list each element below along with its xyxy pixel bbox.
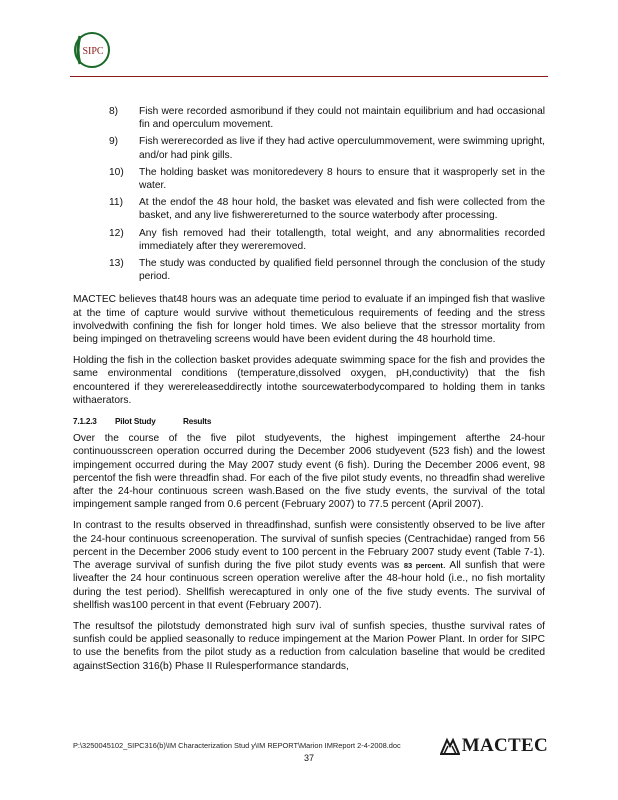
section-title: Pilot Study [115, 417, 156, 427]
section-heading [73, 415, 545, 428]
document-body [73, 105, 545, 681]
list-item: 9) Fish wererecorded as live if they had active operculummovement, were swimming upright, and/or had pink gills. [109, 136, 545, 161]
list-item: 11) At the endof the 48 hour hold, the basket was elevated and fish were collected from the basket, and any live fishwerereturned to the source waterbody after processing. [109, 197, 545, 222]
file-path: P:\3250045102_SIPC316(b)\IM Characterization Stud y\IM REPORT\Marion IMReport 2-4-2008.doc [73, 741, 401, 750]
page-number: 37 [303, 753, 314, 763]
paragraph-pilot-results: Over the course of the five pilot studyevents, the highest impingement afterthe 24-hour continuousscreen operation occurred during the December 2006 studyevent (523 fish) and the lowest impingement occurred during the May 2007 study event (6 fish). During the December 2006 event, 98 percentof the fish were threadfin shad. For each of the five pilot study events, no threadfin shad werelive after the 24-hour continuous screen wash.Based on the five study events, the survival of the total impingement sample ranged from 0.6 percent (February 2007) to 77.5 percent (April 2007). [73, 433, 545, 511]
sipc-logo [70, 28, 114, 72]
header-rule [70, 76, 548, 77]
list-item: 8) Fish were recorded asmoribund if they could not maintain equilibrium and had occasional fin and operculum movement. [109, 106, 545, 131]
svg-text:SIPC: SIPC [82, 46, 104, 57]
paragraph-sunfish: In contrast to the results observed in threadfinshad, sunfish were consistently observed to be live after the 24-hour continuous screenoperation. The survival of sunfish species (Centrachidae) ranged from 56 percent in the December 2006 study event to 100 percent in the February 2007 study event (Table 7-1). The average survival of sunfish during the five pilot study events was 83 percent. All sunfish that were liveafter the 24 hour continuous screen operation werelive after the 48-hour hold (i.e., no fish mortality during the test period). Shellfish werecaptured in only one of the five study events. The survival of shellfish was100 percent in that event (February 2007). [73, 520, 545, 611]
paragraph-conclusion: The resultsof the pilotstudy demonstrated high surv ival of sunfish species, thusthe survival rates of sunfish could be applied seasonally to reduce impingement at the Marion Power Plant. In order for SIPC to use the benefits from the pilot study as a reduction from calculation baseline that would be credited againstSection 316(b) Phase II Rulesperformance standards, [73, 620, 545, 672]
list-item: 12) Any fish removed had their totallength, total weight, and any abnormalities recorded immediately after they wereremoved. [109, 227, 545, 252]
sunfish-survival-value: 83 percent [403, 561, 443, 571]
procedure-list [73, 105, 545, 283]
list-item: 13) The study was conducted by qualified field personnel through the conclusion of the study period. [109, 258, 545, 283]
section-subtitle: Results [183, 417, 212, 427]
list-item: 10) The holding basket was monitoredevery 8 hours to ensure that it wasproperly set in the water. [109, 166, 545, 192]
mactec-brand: MACTEC [440, 735, 548, 757]
section-number: 7.1.2.3 [73, 417, 97, 427]
paragraph-holding-basket: Holding the fish in the collection basket provides adequate swimming space for the fish and provides the same environmental conditions (temperature,dissolved oxygen, pH,conductivity) that the fish encountered if they werereleaseddirectly intothe sourcewaterbodycompared to holding them in tanks withaerators. [73, 355, 545, 406]
paragraph-hold-time: MACTEC believes that48 hours was an adequate time period to evaluate if an impinged fish that waslive at the time of capture would survive without themeticulous requirements of feeding and the stress involvedwith confining the fish for longer hold times. We also believe that the stressor mortality from being impinged on thetraveling screens would have been evident during the 48 hourhold time. [73, 294, 545, 346]
